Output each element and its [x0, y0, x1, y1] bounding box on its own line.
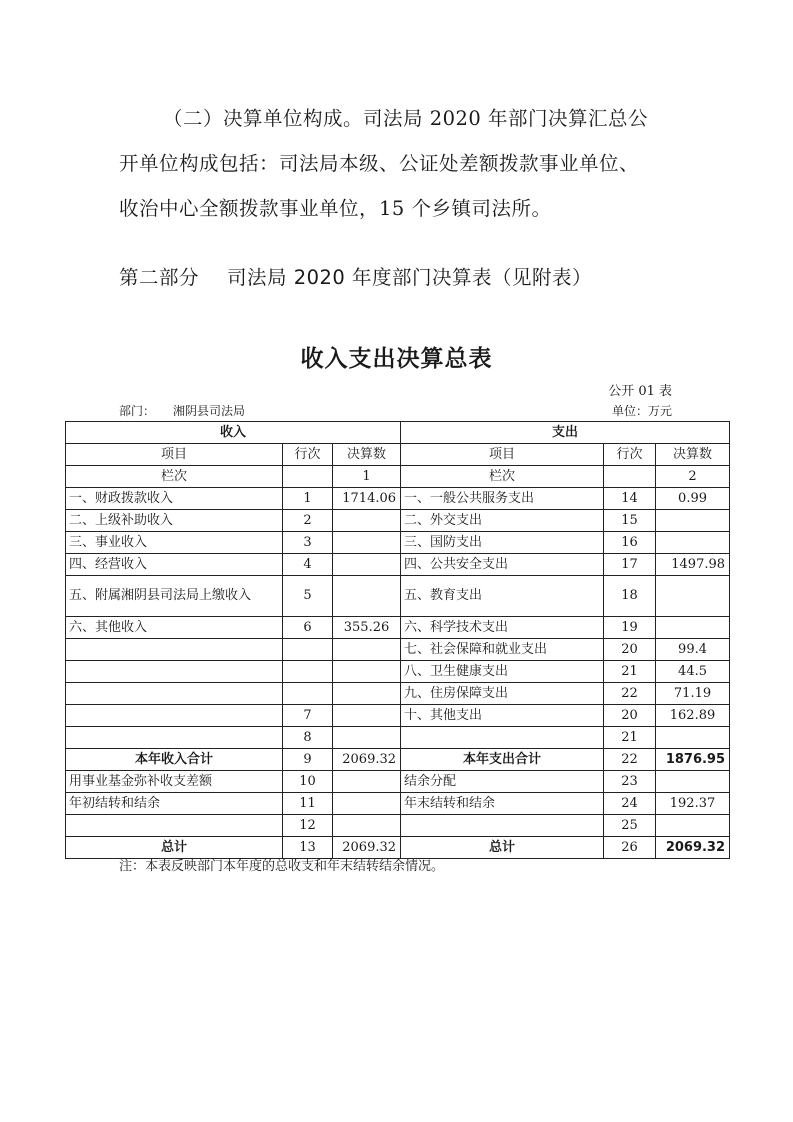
intro-line: 开单位构成包括：司法局本级、公证处差额拨款事业单位、	[119, 152, 640, 175]
income-item: 三、事业收入	[66, 532, 283, 554]
income-line: 13	[283, 837, 333, 859]
expense-item: 年末结转和结余	[401, 793, 604, 815]
income-line: 5	[283, 576, 333, 617]
expense-item: 六、科学技术支出	[401, 617, 604, 639]
expense-item: 四、公共安全支出	[401, 554, 604, 576]
income-header: 收入	[66, 422, 401, 444]
income-item: 五、附属湘阴县司法局上缴收入	[66, 576, 283, 617]
expense-amount: 1497.98	[656, 554, 730, 576]
income-amount	[333, 639, 401, 661]
expense-line: 25	[604, 815, 656, 837]
income-line: 11	[283, 793, 333, 815]
income-line: 12	[283, 815, 333, 837]
income-total-label: 总计	[66, 837, 283, 859]
income-line: 8	[283, 727, 333, 749]
income-amount	[333, 793, 401, 815]
income-line: 6	[283, 617, 333, 639]
expense-amount: 192.37	[656, 793, 730, 815]
expense-item: 二、外交支出	[401, 510, 604, 532]
income-line: 3	[283, 532, 333, 554]
expense-amount	[656, 617, 730, 639]
col-item: 项目	[401, 444, 604, 466]
intro-line: 收治中心全额拨款事业单位，15 个乡镇司法所。	[119, 197, 552, 220]
expense-amount: 0.99	[656, 488, 730, 510]
income-subtotal-amount: 2069.32	[333, 749, 401, 771]
income-item	[66, 705, 283, 727]
expense-subtotal-label: 本年支出合计	[401, 749, 604, 771]
table-row	[66, 639, 730, 661]
table-row	[66, 705, 730, 727]
expense-amount	[656, 771, 730, 793]
table-row	[66, 815, 730, 837]
income-line: 1	[283, 488, 333, 510]
table-row	[66, 488, 730, 510]
expense-total-amount: 2069.32	[656, 837, 730, 859]
intro-paragraph	[119, 96, 679, 231]
income-item	[66, 727, 283, 749]
form-number: 公开 01 表	[608, 384, 672, 399]
income-item: 六、其他收入	[66, 617, 283, 639]
income-item	[66, 639, 283, 661]
department-label: 部门：	[119, 404, 156, 418]
table-row	[66, 532, 730, 554]
expense-amount: 162.89	[656, 705, 730, 727]
expense-item: 十、其他支出	[401, 705, 604, 727]
expense-item: 结余分配	[401, 771, 604, 793]
expense-line: 21	[604, 661, 656, 683]
income-line	[283, 639, 333, 661]
table-row	[66, 683, 730, 705]
col-number: 2	[656, 466, 730, 488]
income-amount	[333, 576, 401, 617]
expense-amount: 44.5	[656, 661, 730, 683]
expense-amount	[656, 815, 730, 837]
table-row	[66, 771, 730, 793]
col-number: 1	[333, 466, 401, 488]
expense-line: 16	[604, 532, 656, 554]
expense-amount	[656, 510, 730, 532]
table-row	[66, 617, 730, 639]
table-column-number-row	[66, 466, 730, 488]
subtotal-row	[66, 749, 730, 771]
income-amount	[333, 661, 401, 683]
table-section-header-row	[66, 422, 730, 444]
income-line: 7	[283, 705, 333, 727]
department	[119, 402, 245, 419]
expense-total-label: 总计	[401, 837, 604, 859]
table-row	[66, 554, 730, 576]
expense-item: 一、一般公共服务支出	[401, 488, 604, 510]
expense-subtotal-amount: 1876.95	[656, 749, 730, 771]
income-total-amount: 2069.32	[333, 837, 401, 859]
income-amount	[333, 815, 401, 837]
income-item: 用事业基金弥补收支差额	[66, 771, 283, 793]
col-amount: 决算数	[656, 444, 730, 466]
income-expense-table	[65, 421, 730, 859]
table-row	[66, 510, 730, 532]
expense-line: 22	[604, 683, 656, 705]
expense-amount	[656, 576, 730, 617]
expense-amount: 71.19	[656, 683, 730, 705]
expense-line: 26	[604, 837, 656, 859]
expense-line: 24	[604, 793, 656, 815]
income-line: 10	[283, 771, 333, 793]
section-part: 第二部分	[119, 266, 200, 289]
expense-line: 21	[604, 727, 656, 749]
expense-amount	[656, 532, 730, 554]
income-amount	[333, 705, 401, 727]
expense-item: 三、国防支出	[401, 532, 604, 554]
expense-item: 八、卫生健康支出	[401, 661, 604, 683]
expense-item	[401, 727, 604, 749]
income-amount	[333, 510, 401, 532]
income-amount: 1714.06	[333, 488, 401, 510]
col-row-label: 栏次	[66, 466, 283, 488]
expense-line: 23	[604, 771, 656, 793]
income-amount	[333, 554, 401, 576]
income-amount	[333, 683, 401, 705]
col-line: 行次	[283, 444, 333, 466]
income-subtotal-label: 本年收入合计	[66, 749, 283, 771]
section-heading	[119, 262, 592, 290]
table-row	[66, 661, 730, 683]
intro-line: （二）决算单位构成。司法局 2020 年部门决算汇总公	[163, 107, 649, 130]
table-row	[66, 793, 730, 815]
income-amount	[333, 771, 401, 793]
col-row-label: 栏次	[401, 466, 604, 488]
empty-cell	[283, 466, 333, 488]
table-column-header-row	[66, 444, 730, 466]
table-title: 收入支出决算总表	[300, 346, 493, 372]
col-item: 项目	[66, 444, 283, 466]
income-amount	[333, 727, 401, 749]
empty-cell	[604, 466, 656, 488]
unit-label: 单位：万元	[611, 404, 672, 418]
income-amount: 355.26	[333, 617, 401, 639]
income-item: 一、财政拨款收入	[66, 488, 283, 510]
expense-line: 20	[604, 705, 656, 727]
income-line: 2	[283, 510, 333, 532]
expense-item	[401, 815, 604, 837]
department-value: 湘阴县司法局	[173, 404, 246, 418]
col-amount: 决算数	[333, 444, 401, 466]
expense-line: 19	[604, 617, 656, 639]
income-line: 4	[283, 554, 333, 576]
expense-line: 20	[604, 639, 656, 661]
income-amount	[333, 532, 401, 554]
expense-item: 七、社会保障和就业支出	[401, 639, 604, 661]
income-item	[66, 683, 283, 705]
col-line: 行次	[604, 444, 656, 466]
income-item	[66, 815, 283, 837]
expense-line: 15	[604, 510, 656, 532]
income-line: 9	[283, 749, 333, 771]
expense-item: 九、住房保障支出	[401, 683, 604, 705]
expense-amount	[656, 727, 730, 749]
expense-line: 17	[604, 554, 656, 576]
expense-item: 五、教育支出	[401, 576, 604, 617]
income-item: 年初结转和结余	[66, 793, 283, 815]
income-item: 二、上级补助收入	[66, 510, 283, 532]
expense-line: 22	[604, 749, 656, 771]
income-line	[283, 661, 333, 683]
income-item	[66, 661, 283, 683]
table-note: 注：本表反映部门本年度的总收支和年末结转结余情况。	[119, 859, 445, 874]
expense-line: 14	[604, 488, 656, 510]
income-line	[283, 683, 333, 705]
table-row	[66, 727, 730, 749]
table-row	[66, 576, 730, 617]
expense-line: 18	[604, 576, 656, 617]
expense-header: 支出	[401, 422, 730, 444]
income-item: 四、经营收入	[66, 554, 283, 576]
section-title: 司法局 2020 年度部门决算表（见附表）	[227, 266, 593, 289]
expense-amount: 99.4	[656, 639, 730, 661]
